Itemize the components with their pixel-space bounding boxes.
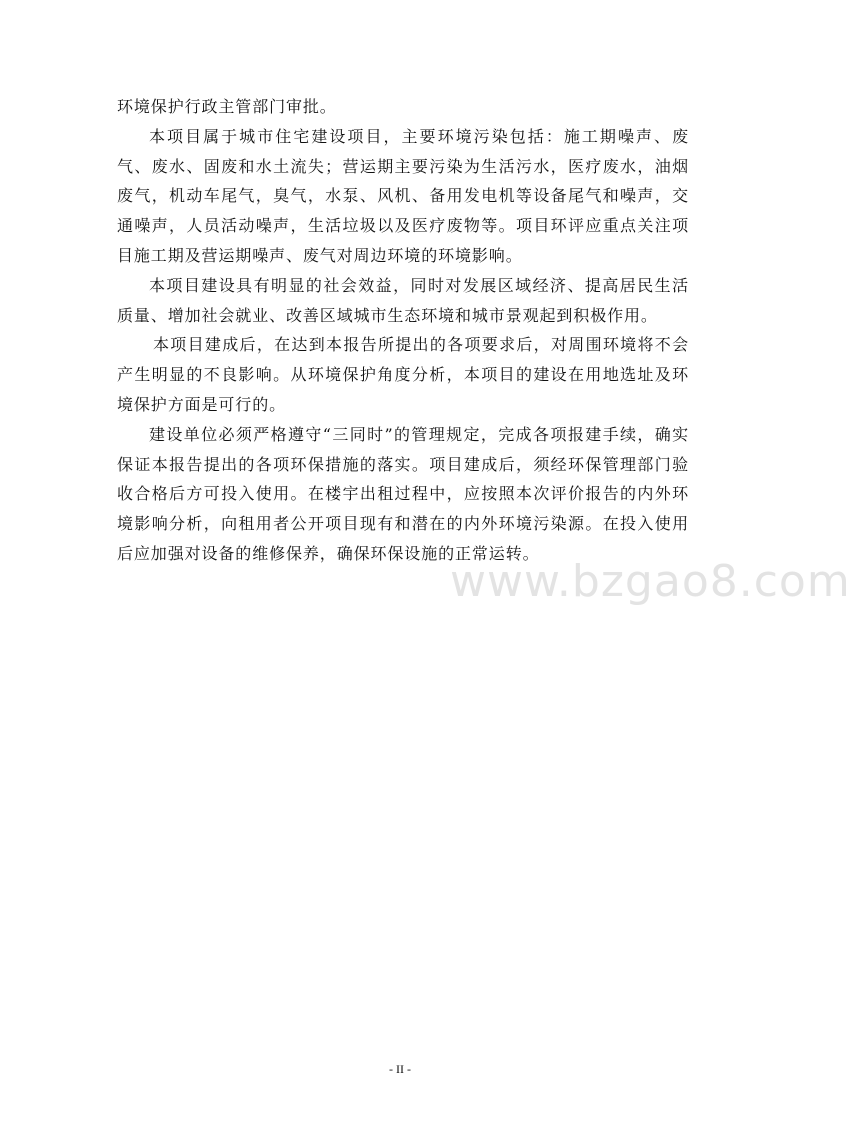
paragraph-pollution-sources: 本项目属于城市住宅建设项目，主要环境污染包括：施工期噪声、废气、废水、固废和水土流失；营运期主要污染为生活污水，医疗废水，油烟废气，机动车尾气，臭气，水泵、风机、备用发电机等设备尾气和噪声，交通噪声，人员活动噪声，生活垃圾以及医疗废物等。项目环评应重点关注项目施工期及营运期噪声、废气对周边环境的环境影响。 — [117, 126, 689, 265]
paragraph-requirements: 建设单位必须严格遵守“三同时”的管理规定，完成各项报建手续，确实保证本报告提出的各项环保措施的落实。项目建成后，须经环保管理部门验收合格后方可投入使用。在楼宇出租过程中，应按照本次评价报告的内外环境影响分析，向租用者公开项目现有和潜在的内外环境污染源。在投入使用后应加强对设备的维修保养，确保环保设施的正常运转。 — [117, 424, 689, 563]
paragraph-feasibility: 本项目建成后，在达到本报告所提出的各项要求后，对周围环境将不会产生明显的不良影响。从环境保护角度分析，本项目的建设在用地选址及环境保护方面是可行的。 — [117, 335, 689, 414]
page-number: - II - — [389, 1062, 411, 1076]
paragraph-social-benefits: 本项目建设具有明显的社会效益，同时对发展区域经济、提高居民生活质量、增加社会就业、改善区域城市生态环境和城市景观起到积极作用。 — [117, 275, 689, 325]
document-body — [117, 92, 689, 569]
paragraph-continuation: 环境保护行政主管部门审批。 — [117, 97, 337, 116]
watermark: www.bzgao8.com — [450, 556, 851, 607]
